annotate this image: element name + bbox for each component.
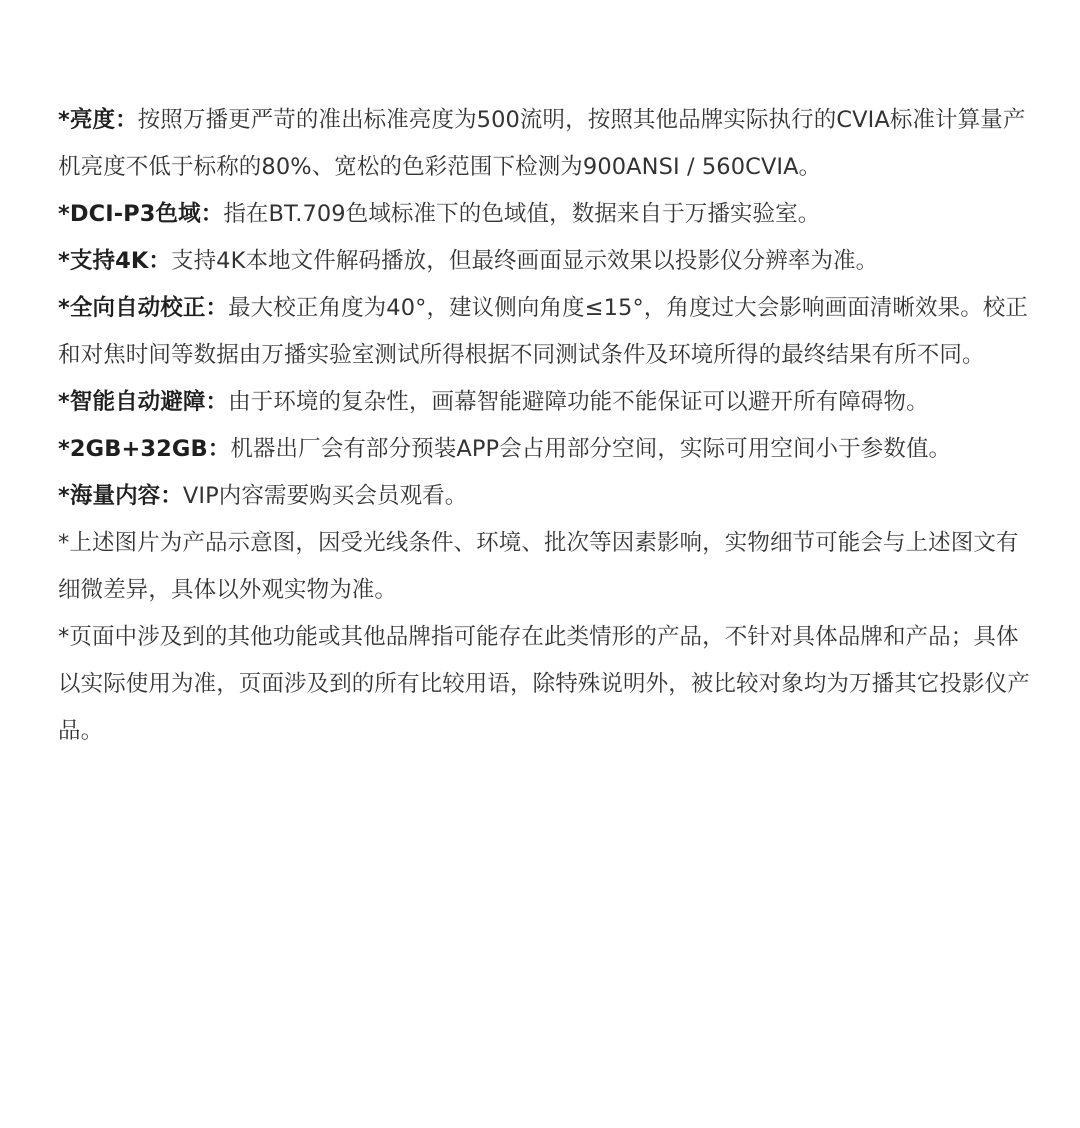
note-text: 机器出厂会有部分预装APP会占用部分空间，实际可用空间小于参数值。 <box>230 436 952 462</box>
note-label: *海量内容： <box>58 483 183 509</box>
note-text: 最大校正角度为40°，建议侧向角度≤15°，角度过大会影响画面清晰效果。校正和对焦时间等数据由万播实验室测试所得根据不同测试条件及环境所得的最终结果有所不同。 <box>58 295 1028 368</box>
note-text: *上述图片为产品示意图，因受光线条件、环境、批次等因素影响，实物细节可能会与上述图文有细微差异，具体以外观实物为准。 <box>58 530 1019 603</box>
note-color-gamut <box>58 191 1038 238</box>
note-text: VIP内容需要购买会员观看。 <box>182 483 468 509</box>
note-label: *2GB+32GB： <box>58 436 231 462</box>
note-content <box>58 473 1038 520</box>
note-label: *全向自动校正： <box>58 295 229 321</box>
note-text: 支持4K本地文件解码播放，但最终画面显示效果以投影仪分辨率为准。 <box>170 248 879 274</box>
note-text: 由于环境的复杂性，画幕智能避障功能不能保证可以避开所有障碍物。 <box>228 389 929 415</box>
note-text: 指在BT.709色域标准下的色域值，数据来自于万播实验室。 <box>223 201 821 227</box>
note-text: 按照万播更严苛的准出标准亮度为500流明，按照其他品牌实际执行的CVIA标准计算量产机亮度不低于标称的80%、宽松的色彩范围下检测为900ANSI / 560CVIA。 <box>58 107 1026 180</box>
note-4k-support <box>58 238 1038 285</box>
note-auto-correction <box>58 285 1038 379</box>
note-storage <box>58 426 1038 473</box>
note-obstacle-avoidance <box>58 379 1038 426</box>
note-label: *亮度： <box>58 107 138 133</box>
note-product-images <box>58 520 1038 614</box>
note-brightness <box>58 97 1038 191</box>
note-label: *支持4K： <box>58 248 171 274</box>
disclaimer-notes <box>58 97 1038 755</box>
note-label: *智能自动避障： <box>58 389 229 415</box>
note-text: *页面中涉及到的其他功能或其他品牌指可能存在此类情形的产品，不针对具体品牌和产品；具体以实际使用为准，页面涉及到的所有比较用语，除特殊说明外，被比较对象均为万播其它投影仪产品。 <box>58 624 1030 744</box>
note-label: *DCI-P3色域： <box>58 201 224 227</box>
note-comparisons <box>58 614 1038 755</box>
